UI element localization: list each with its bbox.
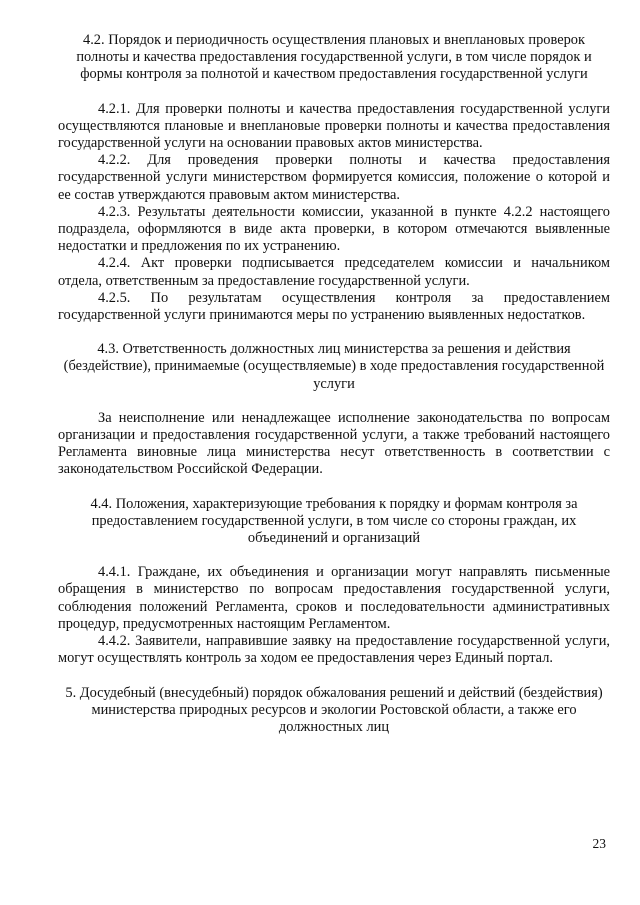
section-heading-4-2: 4.2. Порядок и периодичность осуществления плановых и внеплановых проверок полноты и качества предоставления государственной услуги, в том числе порядок и формы контроля за полнотой и качеством предоставления государственной услуги: [76, 32, 592, 83]
paragraph-4-3: За неисполнение или ненадлежащее исполнение законодательства по вопросам организации и предоставления государственной услуги, а также требований настоящего Регламента виновные лица министерства несут ответственность в соответствии с законодательством Российской Федерации.: [58, 409, 610, 478]
document-page: [58, 32, 610, 736]
paragraph-4-2-2: 4.2.2. Для проведения проверки полноты и качества предоставления государственной услуги министерством формируется комиссия, положение о которой и ее состав утверждаются правовым актом министерства.: [58, 152, 610, 203]
paragraph-4-2-4: 4.2.4. Акт проверки подписывается председателем комиссии и начальником отдела, ответственным за предоставление государственной услуги.: [58, 255, 610, 289]
paragraph-4-2-3: 4.2.3. Результаты деятельности комиссии, указанной в пункте 4.2.2 настоящего подраздела, оформляются в виде акта проверки, в котором отмечаются выявленные недостатки и предложения по их устранению.: [58, 203, 610, 255]
section-heading-5: 5. Досудебный (внесудебный) порядок обжалования решений и действий (бездействия) министерства природных ресурсов и экологии Ростовской области, а также его должностных лиц: [65, 684, 603, 735]
paragraph-4-2-5: 4.2.5. По результатам осуществления контроля за предоставлением государственной услуги принимаются меры по устранению выявленных недостатков.: [58, 289, 610, 324]
paragraph-4-4-1: 4.4.1. Граждане, их объединения и организации могут направлять письменные обращения в министерство по вопросам предоставления государственной услуги, соблюдения положений Регламента, сроков и последовательности административных процедур, предусмотренных настоящим Регламентом.: [58, 564, 610, 632]
paragraph-4-4-2: 4.4.2. Заявители, направившие заявку на предоставление государственной услуги, могут осуществлять контроль за ходом ее предоставления через Единый портал.: [58, 633, 610, 667]
page-number: 23: [592, 836, 606, 851]
section-heading-4-3: 4.3. Ответственность должностных лиц министерства за решения и действия (бездействие), принимаемые (осуществляемые) в ходе предоставления государственной услуги: [63, 341, 605, 392]
section-heading-4-4: 4.4. Положения, характеризующие требования к порядку и формам контроля за предоставлением государственной услуги, в том числе со стороны граждан, их объединений и организаций: [90, 495, 578, 547]
paragraph-4-2-1: 4.2.1. Для проверки полноты и качества предоставления государственной услуги осуществляются плановые и внеплановые проверки полноты и качества предоставления государственной услуги на основании правовых актов министерства.: [58, 100, 610, 152]
